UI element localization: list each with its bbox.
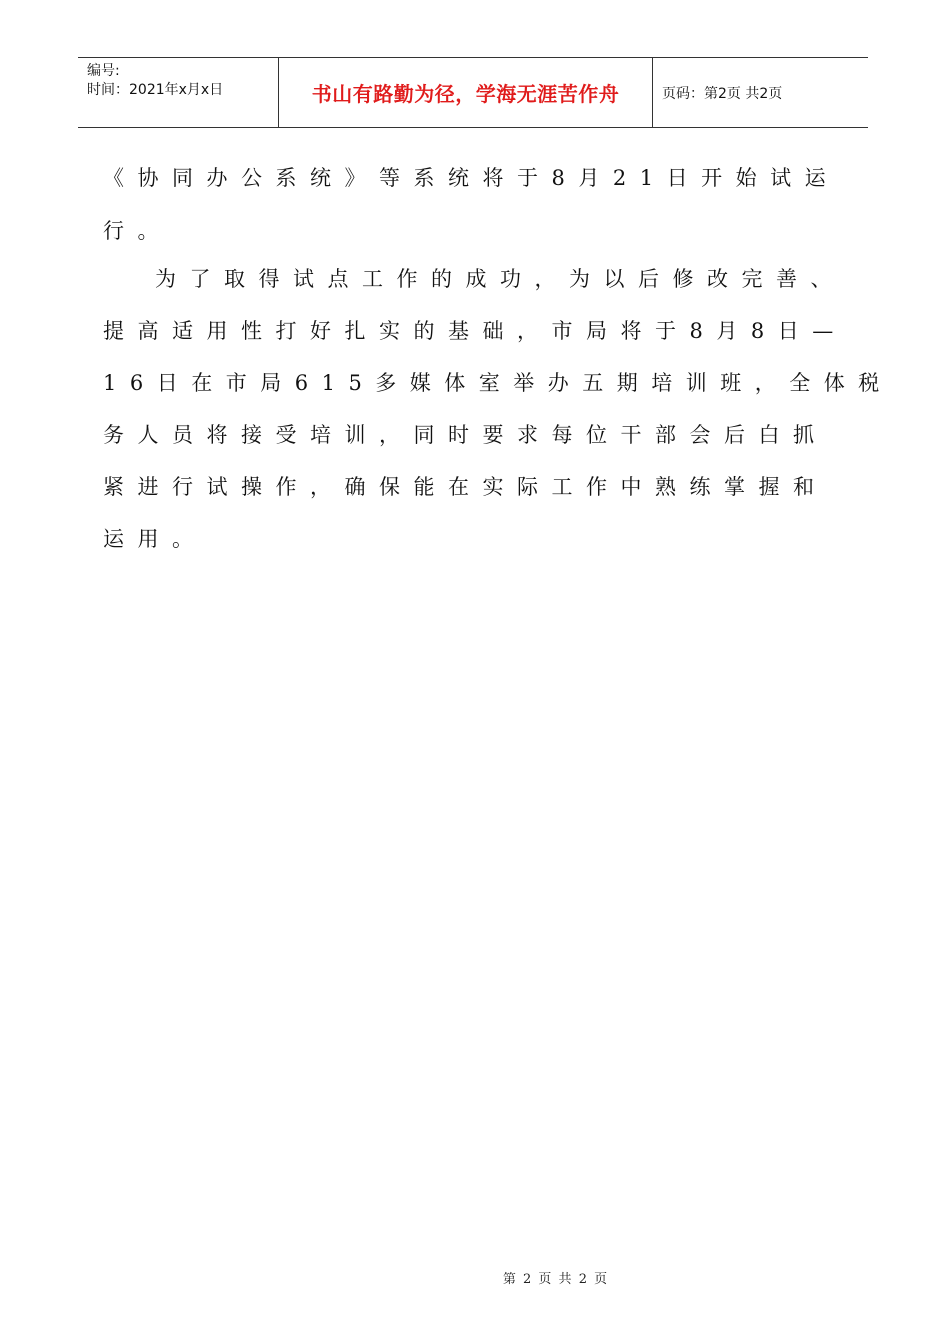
body-line: 《协同办公系统》等系统将于8月21日开始试运	[103, 166, 840, 190]
header-page-cell	[653, 58, 868, 127]
page-footer	[0, 1268, 950, 1287]
body-line: 运用。	[103, 527, 207, 551]
document-time-label: 时间：2021年x月x日	[87, 82, 224, 98]
header-motto-cell	[279, 58, 653, 127]
body-line: 务人员将接受培训，同时要求每位干部会后白抓	[103, 423, 828, 447]
body-line: 行。	[103, 219, 172, 243]
body-line: 紧进行试操作，确保能在实际工作中熟练掌握和	[103, 475, 828, 499]
body-line: 16日在市局615多媒体室举办五期培训班，全体税	[103, 371, 893, 395]
footer-page-number: 第 2 页 共 2 页	[502, 1272, 608, 1287]
header-page-info: 页码：第2页 共2页	[662, 85, 783, 102]
body-line-paragraph-start: 为了取得试点工作的成功，为以后修改完善、	[155, 267, 845, 291]
document-number-label: 编号:	[87, 63, 120, 79]
header-meta-cell	[78, 58, 279, 127]
document-header	[78, 57, 868, 128]
body-line: 提高适用性打好扎实的基础，市局将于8月8日—	[103, 319, 847, 343]
header-motto: 书山有路勤为径，学海无涯苦作舟	[311, 82, 620, 106]
